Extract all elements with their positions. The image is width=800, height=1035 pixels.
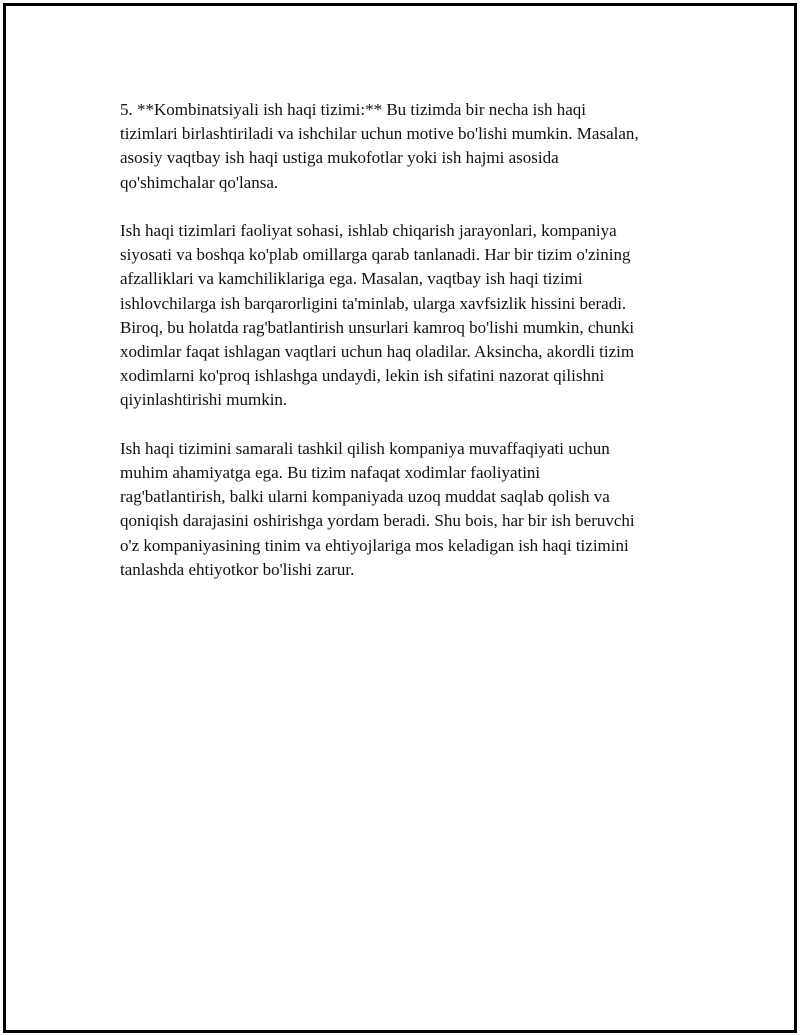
paragraph-combined-wage-system: 5. **Kombinatsiyali ish haqi tizimi:** Bu tizimda bir necha ish haqi tizimlari birlashtiriladi va ishchilar uchun motive bo'lishi mumkin. Masalan, asosiy vaqtbay ish haqi ustiga mukofotlar yoki ish hajmi asosida qo'shimchalar qo'lansa. bbox=[120, 100, 639, 192]
document-body bbox=[120, 98, 700, 606]
paragraph-wage-system-importance: Ish haqi tizimini samarali tashkil qilish kompaniya muvaffaqiyati uchun muhim ahamiyatga ega. Bu tizim nafaqat xodimlar faoliyatini rag'batlantirish, balki ularni kompaniyada uzoq muddat saqlab qolish va qoniqish darajasini oshirishga yordam beradi. Shu bois, har bir ish beruvchi o'z kompaniyasining tinim va ehtiyojlariga mos keladigan ish haqi tizimini tanlashda ehtiyotkor bo'lishi zarur. bbox=[120, 438, 635, 579]
document-page bbox=[3, 3, 797, 1033]
paragraph-wage-system-selection: Ish haqi tizimlari faoliyat sohasi, ishlab chiqarish jarayonlari, kompaniya siyosati va boshqa ko'plab omillarga qarab tanlanadi. Har bir tizim o'zining afzalliklari va kamchiliklariga ega. Masalan, vaqtbay ish haqi tizimi ishlovchilarga ish barqarorligini ta'minlab, ularga xavfsizlik hissini beradi. Biroq, bu holatda rag'batlantirish unsurlari kamroq bo'lishi mumkin, chunki xodimlar faqat ishlagan vaqtlari uchun haq oladilar. Aksincha, akordli tizim xodimlarni ko'proq ishlashga undaydi, lekin ish sifatini nazorat qilishni qiyinlashtirishi mumkin. bbox=[120, 221, 635, 410]
